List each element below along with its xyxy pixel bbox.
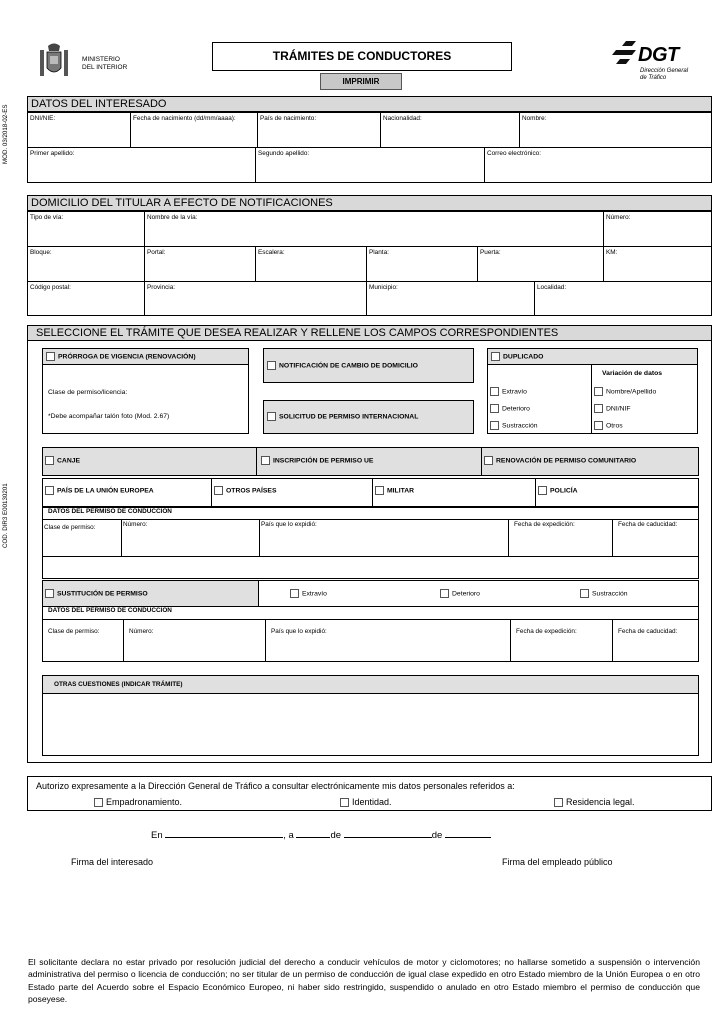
planta-label: Planta: — [369, 249, 389, 256]
dup-sustraccion-label: Sustracción — [502, 422, 538, 430]
pais-ue-label: PAÍS DE LA UNIÓN EUROPEA — [57, 487, 154, 495]
duplicado-checkbox[interactable] — [491, 352, 500, 361]
a-label: , a — [283, 830, 294, 841]
domicilio-title: DOMICILIO DEL TITULAR A EFECTO DE NOTIFICACIONES — [31, 197, 333, 209]
puerta-label: Puerta: — [480, 249, 501, 256]
otros-label: Otros — [606, 422, 623, 430]
fecha-nacimiento-label: Fecha de nacimiento (dd/mm/aaaa): — [133, 115, 236, 122]
otros-paises-option[interactable] — [214, 486, 276, 495]
provincia-field[interactable] — [144, 281, 367, 316]
canje-numero-field[interactable] — [121, 519, 260, 557]
interesado-title: DATOS DEL INTERESADO — [31, 98, 167, 110]
sust-numero-label: Número: — [129, 628, 154, 635]
sustitucion-option[interactable] — [45, 589, 148, 598]
en-label: En — [151, 830, 163, 841]
canje-option[interactable] — [45, 456, 80, 465]
ministry-name-line2: DEL INTERIOR — [82, 64, 128, 71]
domicilio-header — [27, 195, 712, 211]
sust-extravio-checkbox[interactable] — [290, 589, 299, 598]
sust-datos-permiso-label: DATOS DEL PERMISO DE CONDUCCIÓN — [48, 607, 172, 614]
tramite-title: SELECCIONE EL TRÁMITE QUE DESEA REALIZAR Y RELLENE LOS CAMPOS CORRESPONDIENTES — [36, 327, 559, 339]
otros-paises-label: OTROS PAÍSES — [226, 487, 277, 495]
coat-of-arms-icon — [36, 42, 72, 80]
sust-sustraccion-checkbox[interactable] — [580, 589, 589, 598]
ministry-name-line1: MINISTERIO — [82, 56, 120, 63]
inscripcion-ue-label: INSCRIPCIÓN DE PERMISO UE — [273, 457, 374, 465]
dni-nif-option[interactable] — [594, 404, 631, 413]
municipio-label: Municipio: — [369, 284, 398, 291]
planta-field[interactable] — [366, 246, 478, 282]
escalera-field[interactable] — [255, 246, 367, 282]
nombre-apellido-checkbox[interactable] — [594, 387, 603, 396]
militar-checkbox[interactable] — [375, 486, 384, 495]
interesado-header — [27, 96, 712, 112]
km-label: KM: — [606, 249, 618, 256]
prorroga-label: PRÓRROGA DE VIGENCIA (RENOVACIÓN) — [58, 353, 196, 361]
canje-datos-permiso-label: DATOS DEL PERMISO DE CONDUCCIÓN — [48, 508, 172, 515]
segundo-apellido-label: Segundo apellido: — [258, 150, 310, 157]
sust-fecha-expedicion-field[interactable] — [510, 619, 613, 662]
sust-clase-permiso-field[interactable] — [42, 619, 124, 662]
duplicado-label: DUPLICADO — [503, 353, 544, 361]
permiso-internacional-label: SOLICITUD DE PERMISO INTERNACIONAL — [279, 413, 419, 421]
tipo-via-field[interactable] — [27, 211, 145, 247]
ministerio-logo — [36, 42, 136, 82]
nacionalidad-label: Nacionalidad: — [383, 115, 422, 122]
sust-clase-permiso-label: Clase de permiso: — [48, 628, 100, 635]
codigo-postal-label: Código postal: — [30, 284, 71, 291]
dia-line[interactable] — [296, 829, 330, 838]
pais-ue-checkbox[interactable] — [45, 486, 54, 495]
origin-divider-3 — [535, 478, 536, 507]
page-title: TRÁMITES DE CONDUCTORES — [272, 49, 452, 63]
numero-label: Número: — [606, 214, 631, 221]
nombre-via-field[interactable] — [144, 211, 604, 247]
policia-checkbox[interactable] — [538, 486, 547, 495]
dup-extravio-label: Extravío — [502, 388, 527, 396]
prorroga-checkbox[interactable] — [46, 352, 55, 361]
de1-label: de — [330, 830, 342, 841]
dgt-mark-icon — [612, 40, 638, 72]
page-title-box — [212, 42, 512, 71]
canje-fecha-caducidad-field[interactable] — [612, 519, 699, 557]
residencia-option[interactable] — [554, 797, 635, 807]
canje-pais-expidio-field[interactable] — [259, 519, 509, 557]
prorroga-option[interactable] — [46, 352, 196, 361]
form-code-top: MOD. 03/2018-02-ES — [2, 104, 9, 164]
sust-deterioro-checkbox[interactable] — [440, 589, 449, 598]
dgt-subtitle-2: de Tráfico — [640, 75, 667, 81]
dni-nif-checkbox[interactable] — [594, 404, 603, 413]
firma-empleado-label: Firma del empleado público — [502, 857, 613, 867]
lugar-line[interactable] — [165, 829, 283, 838]
bloque-field[interactable] — [27, 246, 145, 282]
acompanar-note: *Debe acompañar talón foto (Mod. 2.67) — [48, 413, 170, 420]
origin-divider-1 — [211, 478, 212, 507]
portal-field[interactable] — [144, 246, 256, 282]
sust-sustraccion-label: Sustracción — [592, 590, 628, 598]
policia-option[interactable] — [538, 486, 578, 495]
militar-option[interactable] — [375, 486, 414, 495]
cambio-domicilio-checkbox[interactable] — [267, 361, 276, 370]
permiso-internacional-checkbox[interactable] — [267, 412, 276, 421]
municipio-field[interactable] — [366, 281, 535, 316]
otras-cuestiones-label: OTRAS CUESTIONES (INDICAR TRÁMITE) — [54, 681, 183, 688]
clase-permiso-licencia-label: Clase de permiso/licencia: — [48, 389, 128, 396]
dni-label: DNI/NIE: — [30, 115, 56, 122]
nombre-apellido-option[interactable] — [594, 387, 656, 396]
pais-nacimiento-label: País de nacimiento: — [260, 115, 317, 122]
pais-ue-option[interactable] — [45, 486, 154, 495]
otros-paises-checkbox[interactable] — [214, 486, 223, 495]
segundo-apellido-field[interactable] — [255, 147, 485, 183]
inscripcion-ue-option[interactable] — [261, 456, 373, 465]
sust-extravio-option[interactable] — [290, 589, 327, 598]
sust-numero-field[interactable] — [123, 619, 266, 662]
cambio-domicilio-label: NOTIFICACIÓN DE CAMBIO DE DOMICILIO — [279, 362, 418, 370]
sust-sustraccion-option[interactable] — [580, 589, 628, 598]
empadronamiento-checkbox[interactable] — [94, 798, 103, 807]
dgt-subtitle-1: Dirección General — [640, 68, 689, 74]
identidad-checkbox[interactable] — [340, 798, 349, 807]
residencia-checkbox[interactable] — [554, 798, 563, 807]
identidad-label: Identidad. — [352, 797, 392, 807]
sust-deterioro-label: Deterioro — [452, 590, 480, 598]
permiso-internacional-option[interactable] — [267, 412, 418, 421]
cambio-domicilio-option[interactable] — [267, 361, 418, 370]
nacionalidad-field[interactable] — [380, 112, 520, 148]
tramite-header — [27, 325, 712, 341]
de2-label: de — [431, 830, 443, 841]
primer-apellido-label: Primer apellido: — [30, 150, 75, 157]
inscripcion-ue-checkbox[interactable] — [261, 456, 270, 465]
dup-sustraccion-checkbox[interactable] — [490, 421, 499, 430]
canje-checkbox[interactable] — [45, 456, 54, 465]
anio-line[interactable] — [445, 829, 491, 838]
nombre-label: Nombre: — [522, 115, 547, 122]
pais-nacimiento-field[interactable] — [257, 112, 381, 148]
dup-extravio-option[interactable] — [490, 387, 527, 396]
militar-label: MILITAR — [387, 487, 415, 495]
sust-deterioro-option[interactable] — [440, 589, 480, 598]
dup-deterioro-option[interactable] — [490, 404, 530, 413]
policia-label: POLICÍA — [550, 487, 578, 495]
firma-interesado-label: Firma del interesado — [71, 857, 154, 867]
dup-deterioro-checkbox[interactable] — [490, 404, 499, 413]
renovacion-comunitario-checkbox[interactable] — [484, 456, 493, 465]
print-button[interactable]: IMPRIMIR — [320, 73, 402, 90]
renovacion-comunitario-option[interactable] — [484, 456, 636, 465]
dni-field[interactable] — [27, 112, 131, 148]
empadronamiento-label: Empadronamiento. — [106, 797, 183, 807]
km-field[interactable] — [603, 246, 712, 282]
canje-clase-permiso-field[interactable] — [42, 519, 122, 557]
autorizacion-text: Autorizo expresamente a la Dirección General de Tráfico a consultar electrónicamente mis datos personales referidos a: — [36, 781, 515, 791]
nombre-via-label: Nombre de la vía: — [147, 214, 198, 221]
canje-numero-label: Número: — [123, 521, 148, 528]
portal-label: Portal: — [147, 249, 166, 256]
canje-fecha-caducidad-label: Fecha de caducidad: — [618, 521, 678, 528]
dup-sustraccion-option[interactable] — [490, 421, 538, 430]
dgt-logo-text: DGT — [638, 44, 679, 66]
correo-label: Correo electrónico: — [487, 150, 541, 157]
puerta-field[interactable] — [477, 246, 604, 282]
dup-extravio-checkbox[interactable] — [490, 387, 499, 396]
sust-fecha-caducidad-field[interactable] — [612, 619, 699, 662]
firma-lugar-row — [151, 829, 491, 841]
nombre-field[interactable] — [519, 112, 712, 148]
empadronamiento-option[interactable] — [94, 797, 182, 807]
nombre-apellido-label: Nombre/Apellido — [606, 388, 657, 396]
correo-field[interactable] — [484, 147, 712, 183]
provincia-label: Provincia: — [147, 284, 176, 291]
origin-divider-2 — [372, 478, 373, 507]
sust-fecha-expedicion-label: Fecha de expedición: — [516, 628, 577, 635]
duplicado-option[interactable] — [491, 352, 543, 361]
variacion-datos-label: Variación de datos — [602, 370, 663, 377]
sustitucion-checkbox[interactable] — [45, 589, 54, 598]
dni-nif-label: DNI/NIF — [606, 405, 631, 413]
tipo-via-label: Tipo de vía: — [30, 214, 64, 221]
residencia-label: Residencia legal. — [566, 797, 635, 807]
canje-fecha-expedicion-label: Fecha de expedición: — [514, 521, 575, 528]
sust-pais-expidio-label: País que lo expidió: — [271, 628, 327, 635]
dgt-logo — [612, 40, 702, 84]
sust-fecha-caducidad-label: Fecha de caducidad: — [618, 628, 678, 635]
identidad-option[interactable] — [340, 797, 392, 807]
codigo-postal-field[interactable] — [27, 281, 145, 316]
dup-deterioro-label: Deterioro — [502, 405, 530, 413]
sustitucion-label: SUSTITUCIÓN DE PERMISO — [57, 590, 148, 598]
bloque-label: Bloque: — [30, 249, 52, 256]
canje-clase-permiso-label: Clase de permiso: — [44, 524, 96, 531]
localidad-label: Localidad: — [537, 284, 567, 291]
escalera-label: Escalera: — [258, 249, 285, 256]
primer-apellido-field[interactable] — [27, 147, 256, 183]
canje-fecha-expedicion-field[interactable] — [508, 519, 613, 557]
renovacion-comunitario-label: RENOVACIÓN DE PERMISO COMUNITARIO — [496, 457, 637, 465]
duplicado-divider — [591, 365, 592, 434]
canje-pais-expidio-label: País que lo expidió: — [261, 521, 317, 528]
otros-option[interactable] — [594, 421, 623, 430]
numero-field[interactable] — [603, 211, 712, 247]
declaracion-text: El solicitante declara no estar privado por resolución judicial del derecho a conducir vehículos de motor y ciclomotores; no hallarse sometido a suspensión o intervención administrativa del permiso o licencia de conducción; no ser titular de un permiso de conducción de igual clase expedido en otro Estado miembro de la Unión Europea o en otro Estado parte del Acuerdo sobre el Espacio Económico Europeo, ni haber sido restringido, suspendido o anulado en otro Estado miembro el permiso de conducción que poseyese. — [28, 957, 700, 1005]
canje-label: CANJE — [57, 457, 81, 465]
mes-line[interactable] — [344, 829, 432, 838]
sust-pais-expidio-field[interactable] — [265, 619, 511, 662]
otros-checkbox[interactable] — [594, 421, 603, 430]
sust-extravio-label: Extravío — [302, 590, 327, 598]
localidad-field[interactable] — [534, 281, 712, 316]
form-code-bottom: COD. DIR3 E00130201 — [2, 483, 9, 548]
fecha-nacimiento-field[interactable] — [130, 112, 258, 148]
